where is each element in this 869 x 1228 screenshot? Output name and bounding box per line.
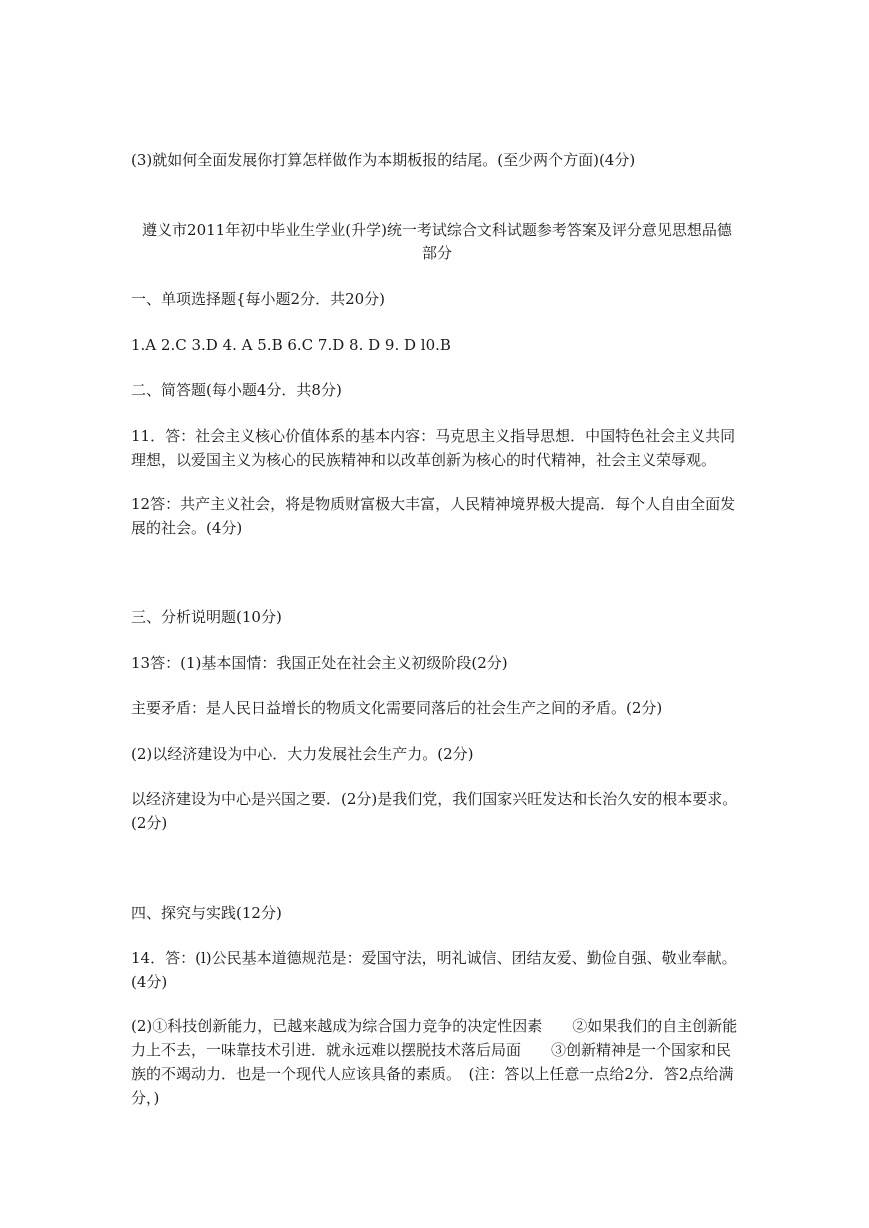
section3-heading: 三、分析说明题(10分)	[131, 608, 282, 626]
q13-part4: 以经济建设为中心是兴国之要．(2分)是我们党，我们国家兴旺发达和长治久安的根本要求。(2分)	[131, 790, 738, 832]
previous-question-text: (3)就如何全面发展你打算怎样做作为本期板报的结尾。(至少两个方面)(4分)	[131, 151, 636, 169]
q11-answer: 11．答：社会主义核心价值体系的基本内容：马克思主义指导思想．中国特色社会主义共同理想，以爱国主义为核心的民族精神和以改革创新为核心的时代精神，社会主义荣辱观。	[131, 427, 736, 469]
document-title-line1: 遵义市2011年初中毕业生学业(升学)统一考试综合文科试题参考答案及评分意见思想品德	[142, 221, 732, 239]
q14-part2: (2)①科技创新能力，已越来越成为综合国力竞争的决定性因素 ②如果我们的自主创新能力上不去，一味靠技术引进．就永远难以摆脱技术落后局面 ③创新精神是一个国家和民族的不竭动力．也是一个现代人应该具备的素质。 (注：答以上任意一点给2分．答2点给满分，)	[131, 1017, 738, 1107]
q13-part2: 主要矛盾：是人民日益增长的物质文化需要同落后的社会生产之间的矛盾。(2分)	[131, 699, 663, 717]
q12-answer: 12答：共产主义社会，将是物质财富极大丰富，人民精神境界极大提高．每个人自由全面发展的社会。(4分)	[131, 495, 736, 537]
section2-heading: 二、简答题(每小题4分．共8分)	[131, 381, 342, 399]
document-title-line2: 部分	[421, 244, 452, 262]
q13-part3: (2)以经济建设为中心．大力发展社会生产力。(2分)	[131, 745, 474, 763]
q14-part1: 14．答：(l)公民基本道德规范是：爱国守法，明礼诚信、团结友爱、勤俭自强、敬业奉献。(4分)	[131, 949, 737, 991]
q13-part1: 13答：(1)基本国情：我国正处在社会主义初级阶段(2分)	[131, 654, 508, 672]
section4-heading: 四、探究与实践(12分)	[131, 904, 282, 922]
section1-heading: 一、单项选择题{每小题2分．共20分)	[131, 290, 386, 308]
section1-answers: 1.A 2.C 3.D 4. A 5.B 6.C 7.D 8. D 9. D l0.B	[131, 336, 451, 354]
